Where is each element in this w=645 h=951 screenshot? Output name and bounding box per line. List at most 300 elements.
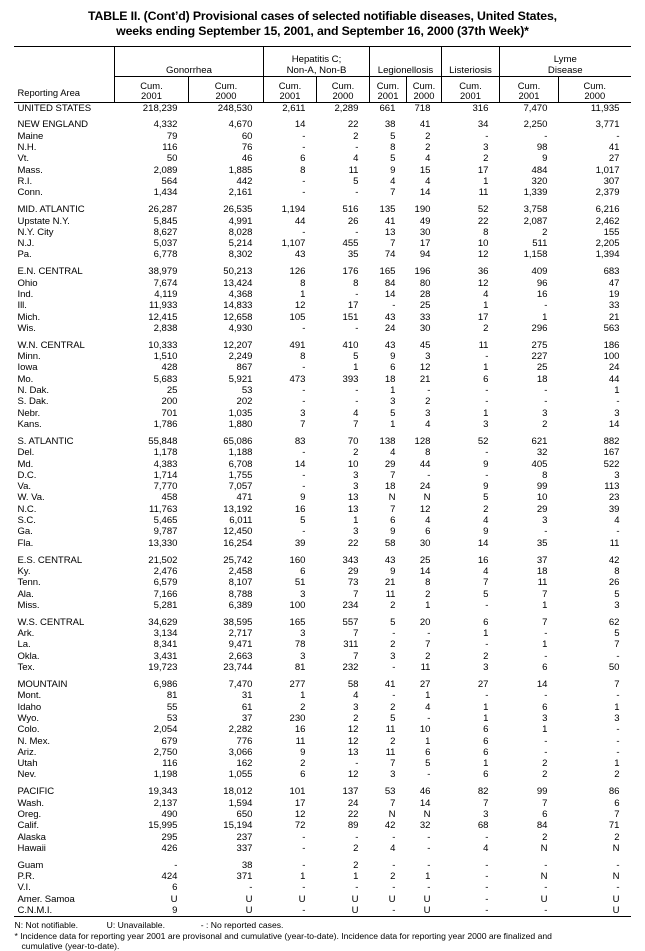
cell-listeriosis-2001: 4	[483, 515, 489, 527]
cell-legionellosis-2001: 2	[390, 639, 396, 651]
cell-listeriosis-2001: -	[485, 599, 489, 611]
cell-lyme-2001: 7	[542, 616, 548, 628]
cell-lyme-2000: -	[616, 130, 620, 142]
row-area-label: Okla.	[17, 650, 40, 662]
cell-legionellosis-2000: 21	[419, 373, 431, 385]
cell-legionellosis-2001: 7	[390, 758, 396, 770]
cell-legionellosis-2000: 128	[414, 435, 431, 447]
cell-gonorrhea-2000: 38,595	[223, 616, 253, 628]
cell-hepc-2000: 70	[347, 435, 359, 447]
cell-legionellosis-2000: -	[427, 628, 431, 640]
row-area-label: Utah	[17, 758, 38, 770]
cell-hepc-2001: 39	[294, 537, 306, 549]
cell-hepc-2001: 9	[300, 746, 306, 758]
cell-gonorrhea-2000: 12,450	[223, 526, 253, 538]
cell-lyme-2001: 10	[536, 492, 548, 504]
row-area-label: Md.	[17, 458, 34, 470]
table-row	[14, 187, 630, 198]
table-row	[14, 758, 630, 769]
cell-hepc-2001: 100	[289, 599, 306, 611]
table-row	[14, 204, 630, 215]
cell-legionellosis-2000: 3	[425, 407, 431, 419]
cell-hepc-2000: -	[355, 142, 359, 154]
cell-gonorrhea-2001: 218,239	[114, 102, 188, 114]
cell-listeriosis-2001: -	[485, 831, 489, 843]
cell-hepc-2001: 277	[289, 678, 306, 690]
cell-gonorrhea-2000: 7,470	[228, 678, 253, 690]
header-group-lyme-disease	[499, 47, 630, 77]
cell-legionellosis-2001: 11	[385, 588, 396, 600]
header-group-row	[14, 47, 630, 77]
footnote-legend: N: Not notifiable. U: Unavailable. - : No reported cases.	[14, 920, 284, 931]
cell-listeriosis-2001: 1	[483, 362, 489, 374]
cell-legionellosis-2001: 6	[390, 515, 396, 527]
cell-gonorrhea-2000: 1,594	[228, 797, 253, 809]
cell-legionellosis-2001: 43	[384, 554, 396, 566]
cell-hepc-2001: -	[302, 882, 306, 894]
table-row	[14, 577, 630, 588]
cell-hepc-2000: 151	[342, 311, 359, 323]
cell-legionellosis-2001: 43	[384, 311, 396, 323]
cell-lyme-2000: 7	[614, 808, 620, 820]
cell-lyme-2000: 86	[608, 786, 620, 798]
header-col-year-label: 2000	[332, 90, 354, 102]
cell-lyme-2000: 2,205	[595, 238, 620, 250]
cell-hepc-2001: 491	[289, 339, 306, 351]
cell-hepc-2000: 2	[353, 130, 359, 142]
cell-gonorrhea-2000: 337	[236, 842, 253, 854]
cell-gonorrhea-2000: 237	[236, 831, 253, 843]
table-row	[14, 651, 630, 662]
header-col-gonorrhea-2001	[114, 77, 188, 103]
cell-legionellosis-2000: 15	[419, 164, 431, 176]
cell-listeriosis-2001: 9	[483, 481, 489, 493]
cell-hepc-2001: 16	[294, 724, 306, 736]
cell-hepc-2001: -	[263, 905, 316, 917]
cell-legionellosis-2000: U	[406, 905, 441, 917]
cell-listeriosis-2001: -	[485, 871, 489, 883]
cell-lyme-2001: 3	[542, 407, 548, 419]
row-area-label: Alaska	[17, 831, 46, 843]
table-row	[14, 820, 630, 831]
header-col-lyme-2000	[558, 77, 630, 103]
cell-lyme-2000: -	[616, 882, 620, 894]
header-col-cum-label: Cum.	[459, 80, 482, 92]
cell-gonorrhea-2000: 6,708	[228, 458, 253, 470]
cell-gonorrhea-2001: 34,629	[148, 616, 178, 628]
cell-listeriosis-2001: 16	[477, 554, 489, 566]
row-area-label: Nebr.	[17, 407, 41, 419]
cell-legionellosis-2001: N	[388, 808, 396, 820]
cell-hepc-2000: 232	[342, 662, 359, 674]
cell-listeriosis-2001: 52	[477, 435, 489, 447]
table-row	[14, 600, 630, 611]
header-corner-blank	[14, 47, 114, 77]
row-area-label: Calif.	[17, 820, 39, 832]
cell-gonorrhea-2000: 1,188	[228, 447, 253, 459]
cell-gonorrhea-2000: 2,458	[228, 565, 253, 577]
cell-lyme-2001: 275	[531, 339, 548, 351]
cell-gonorrhea-2000: 8,107	[228, 577, 253, 589]
cell-hepc-2000: 26	[347, 215, 359, 227]
table-row	[14, 492, 630, 503]
cell-legionellosis-2000: 10	[419, 724, 431, 736]
cell-lyme-2000: 71	[608, 820, 620, 832]
row-area-label: S.C.	[17, 515, 36, 527]
cell-legionellosis-2001: -	[392, 628, 396, 640]
cell-gonorrhea-2001: 490	[161, 808, 178, 820]
cell-hepc-2000: 13	[347, 492, 359, 504]
table-row	[14, 526, 630, 537]
cell-hepc-2000: 73	[347, 577, 359, 589]
cell-listeriosis-2001: -	[485, 893, 489, 905]
cell-hepc-2001: 7	[300, 419, 306, 430]
cell-legionellosis-2000: 12	[419, 362, 431, 374]
table-row	[14, 278, 630, 289]
row-area-label: Amer. Samoa	[17, 893, 75, 905]
cell-legionellosis-2000: 44	[419, 458, 431, 470]
table-row	[14, 736, 630, 747]
cell-gonorrhea-2001: U	[170, 893, 178, 905]
header-col-listeriosis-2001	[441, 77, 499, 103]
table-row	[14, 470, 630, 481]
row-area-label: P.R.	[17, 871, 35, 883]
title-line-1: TABLE II. (Cont’d) Provisional cases of selected notifiable diseases, United States,	[88, 9, 557, 23]
cell-hepc-2000: 3	[353, 701, 359, 713]
cell-lyme-2000: U	[558, 905, 630, 917]
table-row	[14, 894, 630, 905]
cell-lyme-2001: 3	[542, 712, 548, 724]
cell-legionellosis-2000: U	[423, 893, 431, 905]
cell-lyme-2001: 99	[536, 481, 548, 493]
cell-listeriosis-2001: -	[485, 690, 489, 702]
cell-gonorrhea-2001: 15,995	[148, 820, 178, 832]
cell-legionellosis-2000: 45	[419, 339, 431, 351]
table-row	[14, 176, 630, 187]
cell-lyme-2000: -	[616, 526, 620, 538]
cell-listeriosis-2001: 316	[441, 102, 499, 114]
cell-gonorrhea-2000: 1,880	[228, 419, 253, 430]
header-col-year-label: 2001	[377, 90, 399, 102]
table-row	[14, 289, 630, 300]
table-row	[14, 419, 630, 430]
cell-lyme-2001: 1	[542, 639, 548, 651]
cell-gonorrhea-2001: 5,281	[153, 599, 178, 611]
cell-gonorrhea-2001: 8,341	[153, 639, 178, 651]
cell-listeriosis-2001: 34	[477, 119, 489, 131]
table-row	[14, 238, 630, 249]
cell-gonorrhea-2000: 60	[241, 130, 253, 142]
table-row	[14, 555, 630, 566]
cell-hepc-2001: U	[298, 893, 306, 905]
cell-lyme-2000: 41	[608, 142, 620, 154]
cell-gonorrhea-2000: 50,213	[223, 266, 253, 278]
header-group-lyme-line2: Disease	[547, 64, 583, 76]
header-col-cum-label: Cum.	[583, 80, 606, 92]
cell-legionellosis-2001: 2	[390, 701, 396, 713]
cell-lyme-2000: N	[612, 871, 620, 883]
cell-lyme-2001: 3,758	[523, 204, 548, 216]
cell-legionellosis-2001: 58	[384, 537, 396, 549]
cell-gonorrhea-2001: 5,037	[153, 238, 178, 250]
cell-lyme-2000: 6,216	[595, 204, 620, 216]
cell-lyme-2001: 409	[531, 266, 548, 278]
row-area-label: UNITED STATES	[14, 102, 114, 114]
cell-lyme-2001: 621	[531, 435, 548, 447]
cell-hepc-2000: -	[355, 396, 359, 408]
cell-lyme-2001: 2	[542, 831, 548, 843]
cell-listeriosis-2001: -	[485, 130, 489, 142]
cell-hepc-2000: 22	[347, 808, 359, 820]
cell-gonorrhea-2001: 3,431	[153, 650, 178, 662]
cell-listeriosis-2001: 6	[483, 724, 489, 736]
header-col-cum-label: Cum.	[376, 80, 400, 92]
cell-gonorrhea-2001: 5,845	[153, 215, 178, 227]
cell-legionellosis-2001: -	[392, 882, 396, 894]
cell-listeriosis-2001: 6	[483, 769, 489, 781]
cell-listeriosis-2001: 6	[483, 746, 489, 758]
cell-legionellosis-2000: 1	[425, 871, 431, 883]
cell-hepc-2001: 101	[289, 786, 306, 798]
cell-legionellosis-2001: 24	[384, 322, 396, 334]
cell-gonorrhea-2001: 6,986	[153, 678, 178, 690]
cell-lyme-2000: N	[612, 842, 620, 854]
cell-hepc-2000: -	[355, 831, 359, 843]
cell-listeriosis-2001: 2	[483, 503, 489, 515]
cell-lyme-2001: -	[544, 526, 548, 538]
cell-hepc-2000: 11	[348, 164, 359, 176]
table-row	[14, 374, 630, 385]
cell-hepc-2001: 8	[300, 351, 306, 363]
cell-hepc-2000: 2	[353, 842, 359, 854]
cell-listeriosis-2001: 6	[483, 373, 489, 385]
cell-listeriosis-2001: -	[485, 351, 489, 363]
cell-lyme-2000: 2	[614, 769, 620, 781]
cell-lyme-2001: 296	[531, 322, 548, 334]
table-row	[14, 312, 630, 323]
footnotes	[15, 920, 631, 951]
cell-lyme-2001: 18	[536, 373, 548, 385]
cell-listeriosis-2001: 7	[483, 577, 489, 589]
cell-gonorrhea-2000: 2,161	[228, 187, 253, 199]
cell-lyme-2001: 14	[536, 678, 548, 690]
header-col-year-label: 2001	[518, 90, 540, 102]
row-area-label: Wyo.	[17, 712, 39, 724]
cell-legionellosis-2000: 12	[419, 503, 431, 515]
cell-gonorrhea-2000: 37	[241, 712, 253, 724]
cell-gonorrhea-2000: 2,249	[228, 351, 253, 363]
cell-gonorrhea-2001: 19,723	[148, 662, 178, 674]
cell-gonorrhea-2000: 2,282	[228, 724, 253, 736]
cell-listeriosis-2001: 9	[483, 458, 489, 470]
cell-hepc-2000: 7	[353, 628, 359, 640]
cell-lyme-2001: -	[544, 130, 548, 142]
table-row	[14, 769, 630, 780]
cell-gonorrhea-2000: 4,991	[228, 215, 253, 227]
cell-hepc-2001: 160	[289, 554, 306, 566]
cell-listeriosis-2001: 12	[477, 249, 489, 261]
cell-legionellosis-2001: 41	[384, 215, 396, 227]
cell-listeriosis-2001: 4	[483, 565, 489, 577]
cell-hepc-2000: 12	[347, 724, 359, 736]
row-area-label: N.J.	[17, 238, 35, 250]
table-row	[14, 436, 630, 447]
row-area-label: NEW ENGLAND	[17, 119, 89, 131]
cell-legionellosis-2001: 2	[390, 599, 396, 611]
cell-listeriosis-2001: -	[485, 859, 489, 871]
row-area-label: Idaho	[17, 701, 42, 713]
cell-hepc-2001: 44	[294, 215, 306, 227]
cell-legionellosis-2001: 11	[385, 746, 396, 758]
cell-lyme-2000: 113	[604, 481, 620, 493]
cell-listeriosis-2001: 17	[477, 311, 489, 323]
cell-gonorrhea-2000: 13,424	[223, 277, 253, 289]
cell-gonorrhea-2001: 7,166	[153, 588, 178, 600]
row-area-label: N.H.	[17, 142, 37, 154]
cell-lyme-2001: 98	[536, 142, 548, 154]
row-area-label: V.I.	[17, 882, 31, 894]
cell-lyme-2000: 2,462	[595, 215, 620, 227]
header-group-hepatitis-c-line1: Hepatitis C;	[291, 54, 342, 65]
header-col-cum-label: Cum.	[278, 80, 302, 92]
cell-legionellosis-2001: 42	[384, 820, 396, 832]
cell-lyme-2001: 6	[542, 701, 548, 713]
cell-gonorrhea-2000: 7,057	[228, 481, 253, 493]
cell-gonorrhea-2000: 2,717	[228, 628, 253, 640]
cell-hepc-2001: -	[302, 526, 306, 538]
cell-legionellosis-2000: 2	[425, 588, 431, 600]
cell-lyme-2001: 32	[536, 447, 548, 459]
cell-gonorrhea-2001: 2,750	[153, 746, 178, 758]
cell-gonorrhea-2001: 7,674	[153, 277, 178, 289]
cell-gonorrhea-2000: 4,930	[228, 322, 253, 334]
cell-lyme-2001: U	[540, 893, 548, 905]
cell-hepc-2001: -	[302, 322, 306, 334]
cell-legionellosis-2000: 11	[420, 662, 431, 674]
cell-listeriosis-2001: 1	[483, 701, 489, 713]
title-line-2: weeks ending September 15, 2001, and September 16, 2000 (37th Week)*	[116, 24, 529, 38]
cell-lyme-2000: 50	[608, 662, 620, 674]
cell-legionellosis-2000: 41	[419, 119, 431, 131]
cell-gonorrhea-2000: 14,833	[223, 300, 253, 312]
cell-hepc-2001: 1	[300, 690, 306, 702]
row-area-label: Ark.	[17, 628, 35, 640]
cell-hepc-2000: U	[351, 893, 359, 905]
cell-gonorrhea-2001: 564	[161, 175, 178, 187]
cell-hepc-2001: 78	[294, 639, 306, 651]
cell-gonorrhea-2001: 426	[161, 842, 178, 854]
cell-gonorrhea-2000: 6,389	[228, 599, 253, 611]
cell-hepc-2000: 3	[353, 526, 359, 538]
cell-gonorrhea-2000: 5,921	[228, 373, 253, 385]
cell-gonorrhea-2001: 9	[114, 905, 188, 917]
cell-gonorrhea-2001: 79	[166, 130, 178, 142]
row-area-label: Iowa	[17, 362, 38, 374]
cell-legionellosis-2001: 18	[384, 373, 396, 385]
cell-hepc-2001: 8	[300, 277, 306, 289]
cell-lyme-2000: 1,394	[595, 249, 620, 261]
cell-lyme-2000: 11	[609, 537, 620, 549]
cell-gonorrhea-2001: 116	[162, 142, 178, 154]
row-area-label: Hawaii	[17, 842, 46, 854]
cell-gonorrhea-2000: 442	[236, 175, 253, 187]
cell-listeriosis-2001: 3	[483, 142, 489, 154]
cell-lyme-2000: 683	[603, 266, 620, 278]
cell-lyme-2000: 3	[614, 469, 620, 481]
cell-hepc-2000: 343	[342, 554, 359, 566]
notifiable-diseases-table	[14, 46, 630, 917]
cell-listeriosis-2001: 3	[483, 808, 489, 820]
cell-hepc-2001: -	[302, 142, 306, 154]
cell-lyme-2000: 167	[603, 447, 620, 459]
cell-lyme-2001: 25	[536, 362, 548, 374]
cell-hepc-2001: 3	[300, 650, 306, 662]
cell-legionellosis-2001: 3	[390, 650, 396, 662]
table-row	[14, 165, 630, 176]
table-row	[14, 639, 630, 650]
cell-lyme-2001: 3	[542, 515, 548, 527]
cell-listeriosis-2001: 11	[478, 187, 489, 199]
row-area-label: N. Dak.	[17, 385, 49, 397]
cell-hepc-2001: 3	[300, 628, 306, 640]
cell-gonorrhea-2000: 53	[241, 385, 253, 397]
cell-gonorrhea-2000: 202	[236, 396, 253, 408]
cell-gonorrhea-2001: 38,979	[148, 266, 178, 278]
cell-hepc-2000: 2	[353, 447, 359, 459]
cell-legionellosis-2001: 29	[384, 458, 396, 470]
cell-listeriosis-2001: 52	[477, 204, 489, 216]
cell-legionellosis-2000: 8	[425, 447, 431, 459]
table-row	[14, 871, 630, 882]
row-area-label: Fla.	[17, 537, 34, 549]
cell-gonorrhea-2001: 55	[166, 701, 178, 713]
cell-listeriosis-2001: 1	[483, 407, 489, 419]
row-area-label: Ill.	[17, 300, 27, 312]
cell-gonorrhea-2000: 13,192	[223, 503, 253, 515]
row-area-label: La.	[17, 639, 31, 651]
cell-lyme-2001: 6	[542, 808, 548, 820]
cell-hepc-2000: 22	[347, 537, 359, 549]
row-area-label: Ohio	[17, 277, 38, 289]
cell-gonorrhea-2001: 4,119	[154, 288, 178, 300]
cell-gonorrhea-2000: 1,055	[228, 769, 253, 781]
cell-gonorrhea-2000: 12,658	[223, 311, 253, 323]
cell-lyme-2001: 7	[542, 797, 548, 809]
cell-legionellosis-2001: 9	[390, 164, 396, 176]
table-row	[14, 396, 630, 407]
cell-legionellosis-2001: 43	[384, 339, 396, 351]
header-group-listeriosis: Listeriosis	[441, 47, 499, 77]
table-row	[14, 323, 630, 334]
cell-legionellosis-2001: 1	[390, 385, 396, 397]
table-row	[14, 131, 630, 142]
cell-hepc-2000: 557	[342, 616, 359, 628]
cell-lyme-2000: 307	[603, 175, 620, 187]
row-area-label: Upstate N.Y.	[17, 215, 70, 227]
cell-hepc-2000: 7	[353, 650, 359, 662]
cell-legionellosis-2001: 53	[384, 786, 396, 798]
row-area-label: Wash.	[17, 797, 44, 809]
cell-gonorrhea-2001: 1,786	[153, 419, 178, 430]
row-area-label: Oreg.	[17, 808, 42, 820]
header-col-year-label: 2000	[584, 90, 606, 102]
cell-legionellosis-2000: 25	[419, 554, 431, 566]
cell-gonorrhea-2000: -	[249, 882, 253, 894]
table-row	[14, 702, 630, 713]
page-title	[0, 0, 645, 39]
cell-lyme-2001: 9	[542, 153, 548, 165]
cell-lyme-2000: 47	[608, 277, 620, 289]
